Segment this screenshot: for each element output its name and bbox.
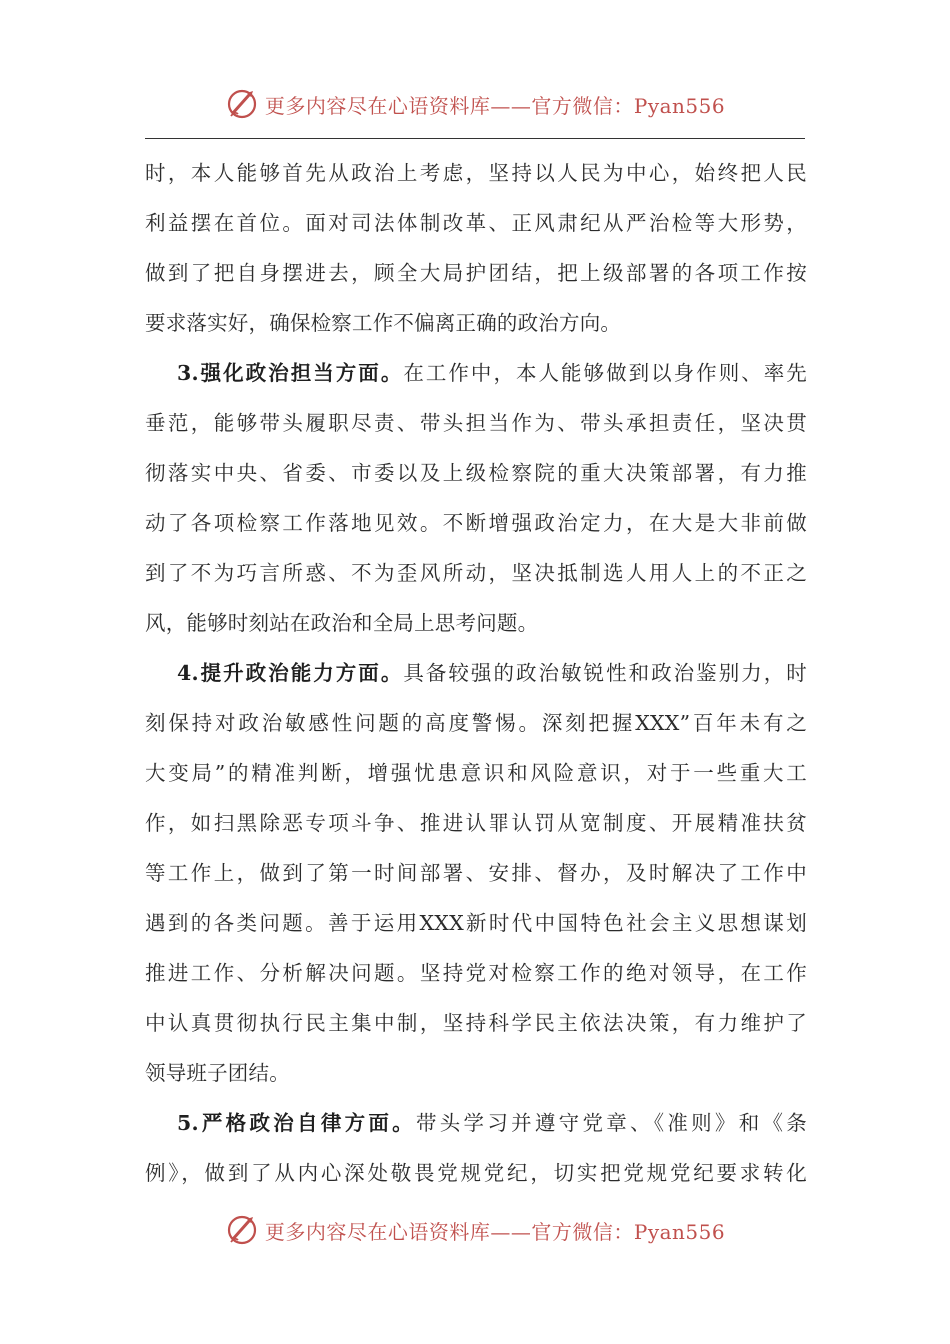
text-line: 作，如扫黑除恶专项斗争、推进认罪认罚从宽制度、开展精准扶贫 <box>145 811 807 835</box>
header-banner <box>0 84 950 124</box>
text-line: 垂范，能够带头履职尽责、带头担当作为、带头承担责任，坚决贯 <box>145 411 807 435</box>
text-span: 带头学习并遵守党章、《准则》和《条 <box>415 1111 807 1135</box>
paragraph-first-line <box>145 648 807 698</box>
text-span: 在工作中，本人能够做到以身作则、率先 <box>403 361 807 385</box>
text-line: 做到了把自身摆进去，顾全大局护团结，把上级部署的各项工作按 <box>145 261 807 285</box>
text-line: 彻落实中央、省委、市委以及上级检察院的重大决策部署，有力推 <box>145 461 807 485</box>
paragraph-first-line <box>145 1098 807 1148</box>
text-line: 刻保持对政治敏感性问题的高度警惕。深刻把握XXX”百年未有之 <box>145 711 807 735</box>
text-line: 例》，做到了从内心深处敬畏党规党纪，切实把党规党纪要求转化 <box>145 1161 807 1185</box>
text-line: 风，能够时刻站在政治和全局上思考问题。 <box>145 611 539 635</box>
text-line: 中认真贯彻执行民主集中制，坚持科学民主依法决策，有力维护了 <box>145 1011 807 1035</box>
text-line: 利益摆在首位。面对司法体制改革、正风肃纪从严治检等大形势， <box>145 211 807 235</box>
text-line: 领导班子团结。 <box>145 1061 290 1085</box>
footer-banner <box>0 1210 950 1250</box>
text-line: 推进工作、分析解决问题。坚持党对检察工作的绝对领导，在工作 <box>145 961 807 985</box>
text-line: 要求落实好，确保检察工作不偏离正确的政治方向。 <box>145 311 622 335</box>
text-line: 大变局”的精准判断，增强忧患意识和风险意识，对于一些重大工 <box>145 761 807 785</box>
document-body <box>145 148 807 1198</box>
section-heading: 4.提升政治能力方面。 <box>177 661 404 685</box>
text-span: 具备较强的政治敏锐性和政治鉴别力，时 <box>403 661 807 685</box>
text-line: 到了不为巧言所惑、不为歪风所动，坚决抵制选人用人上的不正之 <box>145 561 807 585</box>
section-heading: 5.严格政治自律方面。 <box>177 1111 416 1135</box>
text-line: 等工作上，做到了第一时间部署、安排、督办，及时解决了工作中 <box>145 861 807 885</box>
section-heading: 3.强化政治担当方面。 <box>177 361 404 385</box>
text-line: 时，本人能够首先从政治上考虑，坚持以人民为中心，始终把人民 <box>145 161 807 185</box>
banner-text: 更多内容尽在心语资料库——官方微信：Pyan556 <box>264 1219 726 1244</box>
banner-text: 更多内容尽在心语资料库——官方微信：Pyan556 <box>264 93 726 118</box>
pen-logo-icon <box>225 87 259 121</box>
text-line: 遇到的各类问题。善于运用XXX新时代中国特色社会主义思想谋划 <box>145 911 807 935</box>
text-line: 动了各项检察工作落地见效。不断增强政治定力，在大是大非前做 <box>145 511 807 535</box>
pen-logo-icon <box>225 1213 259 1247</box>
header-divider <box>145 138 805 139</box>
paragraph-first-line <box>145 348 807 398</box>
